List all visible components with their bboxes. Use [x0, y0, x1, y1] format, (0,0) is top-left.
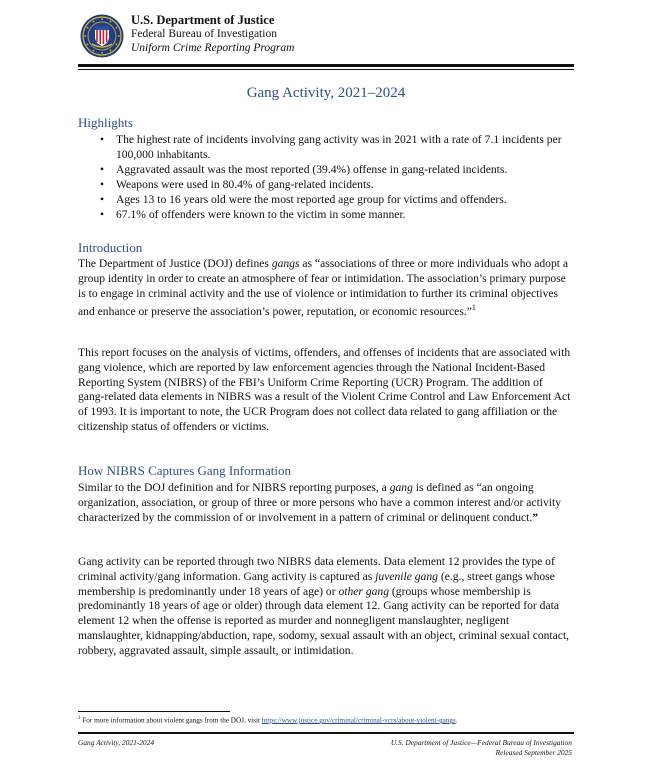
introduction-heading: Introduction [78, 240, 143, 255]
nibrs-paragraph-1 [78, 481, 572, 525]
fbi-seal-icon [80, 14, 124, 58]
text-run: The Department of Justice (DOJ) defines [78, 257, 272, 270]
footer-publisher [391, 738, 572, 758]
footer-rule [78, 732, 574, 734]
footnote [78, 716, 458, 724]
emphasis-other-gang: other gang [338, 584, 390, 598]
highlight-item: • Ages 13 to 16 years old were the most reported age group for victims and offenders. [78, 193, 568, 208]
agency-block [131, 13, 294, 55]
text-run: (e.g., street gangs whose membership is predominantly under 18 years of age) or [78, 569, 555, 598]
closing-quote: ” [532, 510, 539, 524]
highlight-item: • Aggravated assault was the most reported (39.4%) offense in gang-related incidents. [78, 163, 568, 178]
nibrs-paragraph-2 [78, 555, 572, 659]
text-run: as “associations of three or more individuals who adopt a group identity in order to create an atmosphere of fear or intimidation. The association’s primary purpose is to engage in criminal activity and the use of violence or intimidation to further its criminal objectives and enhance or preserve the association’s power, reputation, or economic resources.” [78, 257, 569, 319]
footnote-reference: 1 [471, 303, 476, 313]
emphasis-gang: gang [389, 481, 413, 494]
department-name: U.S. Department of Justice [131, 13, 275, 27]
text-run: Gang activity can be reported through two NIBRS data elements. Data element 12 provides the type of criminal activity/gang information. Gang activity is captured as [78, 555, 555, 583]
footer-report-title: Gang Activity, 2021-2024 [78, 738, 155, 747]
highlight-item: • Weapons were used in 80.4% of gang-related incidents. [78, 178, 568, 193]
footer-release-date: Released September 2025 [495, 748, 572, 757]
emphasis-juvenile-gang: juvenile gang [375, 569, 438, 583]
text-run: (groups whose membership is predominantly 18 years of age or older) through data element 12. Gang activity can be reported for data element 12 when the offense is reported as murder and nonnegligent manslaughter, negligent manslaughter, kidnapping/abduction, rape, sodomy, sexual assault with an object, criminal sexual contact, robbery, aggravated assault, simple assault, or intimidation. [78, 584, 570, 657]
text-run: is defined as “an ongoing organization, association, or group of three or more persons who have a common interest and/or activity characterized by the commission of or involvement in a pattern of criminal or delinquent conduct. [78, 481, 562, 524]
header-rule [78, 64, 574, 67]
highlights-list [78, 133, 568, 222]
footnote-text: For more information about violent gangs from the DOJ, visit [80, 716, 262, 725]
text-run: Similar to the DOJ definition and for NIBRS reporting purposes, a [78, 481, 390, 494]
highlight-item: • The highest rate of incidents involving gang activity was in 2021 with a rate of 7.1 incidents per 100,000 inhabitants. [78, 133, 568, 163]
header-rule-thin [78, 69, 574, 70]
introduction-paragraph-1 [78, 257, 572, 320]
footnote-marker: 1 [78, 716, 81, 721]
emphasis-gangs: gangs [271, 257, 300, 270]
introduction-paragraph-2: This report focuses on the analysis of victims, offenders, and offenses of incidents that are associated with gang violence, which are reported by law enforcement agencies through the National Incident-Based Reporting System (NIBRS) of the FBI’s Uniform Crime Reporting (UCR) Program. The addition of gang-related data elements in NIBRS was a result of the Violent Crime Control and Law Enforcement Act of 1993. It is important to note, the UCR Program does not collect data related to gang affiliation or the citizenship status of offenders or victims. [78, 346, 571, 433]
program-name: Uniform Crime Reporting Program [131, 42, 295, 54]
footer-publisher-line: U.S. Department of Justice—Federal Bureau of Investigation [390, 738, 572, 747]
footnote-end: . [455, 716, 458, 725]
bureau-name: Federal Bureau of Investigation [131, 28, 277, 40]
nibrs-heading: How NIBRS Captures Gang Information [78, 463, 292, 478]
footnote-link[interactable]: https://www.justice.gov/criminal/criminal-vcrs/about-violent-gangs [261, 716, 456, 725]
footnote-rule [78, 711, 230, 712]
highlight-item: • 67.1% of offenders were known to the victim in some manner. [78, 208, 568, 223]
page-title: Gang Activity, 2021–2024 [246, 85, 406, 101]
highlights-heading: Highlights [78, 115, 133, 130]
